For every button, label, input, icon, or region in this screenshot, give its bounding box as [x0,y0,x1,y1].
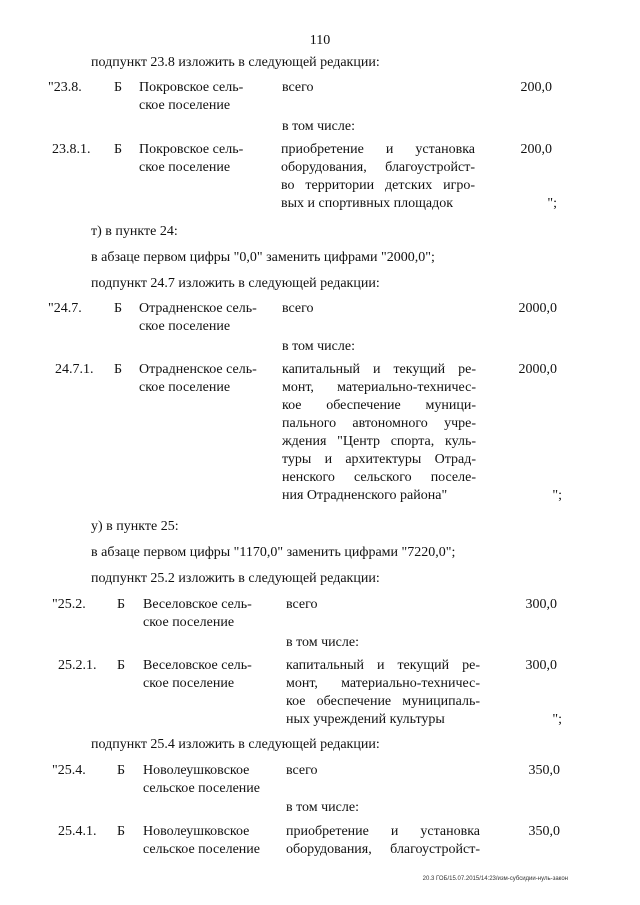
including-label: в том числе: [286,800,359,815]
row-name-line: Покровское сель- [139,142,244,157]
row-name-line: ское поселение [139,319,231,334]
desc-line: ных учреждений культуры [286,712,445,727]
desc-line: оборудования, благоустройст- [286,842,480,857]
row-amount: 200,0 [520,80,552,95]
row-category: Б [117,597,126,612]
row-category: Б [117,658,126,673]
desc-line: кое обеспечение муници- [282,398,476,413]
paragraph-23-8: подпункт 23.8 изложить в следующей редакции: [91,55,380,70]
row-category: Б [114,142,123,157]
row-amount: 350,0 [528,763,560,778]
paragraph-25-4: подпункт 25.4 изложить в следующей редакции: [91,737,380,752]
paragraph-replace-24: в абзаце первом цифры "0,0" заменить цифрами "2000,0"; [91,250,435,265]
row-amount: 300,0 [525,658,557,673]
row-name [139,361,279,397]
desc-line: вых и спортивных площадок [281,196,454,211]
row-name-line: ское поселение [143,615,235,630]
row-category: Б [114,362,123,377]
row-name-line: сельское поселение [143,781,260,796]
row-amount: 350,0 [528,824,560,839]
row-name [143,596,283,632]
row-number: 24.7.1. [55,362,94,377]
desc-line: приобретение и установка [281,142,475,157]
row-description [286,657,480,729]
row-name-line: ское поселение [139,160,231,175]
desc-line: капитальный и текущий ре- [286,658,480,673]
page-number: 110 [309,33,331,48]
row-description [281,141,475,213]
row-number: "23.8. [48,80,82,95]
paragraph-25-2: подпункт 25.2 изложить в следующей редакции: [91,571,380,586]
row-amount: 300,0 [525,597,557,612]
desc-line: ния Отрадненского района" [282,488,448,503]
row-amount: 2000,0 [518,362,557,377]
row-name-line: Веселовское сель- [143,597,252,612]
paragraph-replace-25: в абзаце первом цифры "1170,0" заменить цифрами "7220,0"; [91,545,456,560]
row-number: "25.4. [52,763,86,778]
row-name-line: Отрадненское сель- [139,301,257,316]
row-name-line: ское поселение [139,98,231,113]
desc-line: оборудования, благоустройст- [281,160,475,175]
row-description: всего [282,80,314,95]
row-number: "24.7. [48,301,82,316]
row-name [139,300,279,336]
desc-line: туры и архитектуры Отрад- [282,452,476,467]
row-name-line: ское поселение [139,380,231,395]
row-name-line: Покровское сель- [139,80,244,95]
including-label: в том числе: [286,635,359,650]
row-name-line: Отрадненское сель- [139,362,257,377]
row-name-line: ское поселение [143,676,235,691]
closing-quote: "; [552,488,562,503]
row-category: Б [114,301,123,316]
desc-line: приобретение и установка [286,824,480,839]
row-description [282,361,476,505]
row-number: 25.4.1. [58,824,97,839]
including-label: в том числе: [282,119,355,134]
row-amount: 2000,0 [518,301,557,316]
row-amount: 200,0 [520,142,552,157]
row-name [143,762,283,798]
row-category: Б [117,763,126,778]
closing-quote: "; [552,712,562,727]
desc-line: ненского сельского поселе- [282,470,476,485]
desc-line: во территории детских игро- [281,178,475,193]
desc-line: пального автономного учре- [282,416,476,431]
row-description: всего [286,597,318,612]
document-footer: 20.3 ГОБ/15.07.2015/14:23/изм-субсидии-нуль-закон [422,876,568,882]
row-category: Б [117,824,126,839]
row-name-line: сельское поселение [143,842,260,857]
row-description [286,823,480,859]
row-category: Б [114,80,123,95]
desc-line: кое обеспечение муниципаль- [286,694,480,709]
row-name [143,657,283,693]
row-name [139,79,279,115]
closing-quote: "; [547,196,557,211]
desc-line: ждения "Центр спорта, куль- [282,434,476,449]
row-name [139,141,279,177]
row-name-line: Новолеушковское [143,763,250,778]
row-description: всего [286,763,318,778]
desc-line: монт, материально-техничес- [286,676,480,691]
desc-line: монт, материально-техничес- [282,380,476,395]
desc-line: капитальный и текущий ре- [282,362,476,377]
paragraph-item-t: т) в пункте 24: [91,224,178,239]
including-label: в том числе: [282,339,355,354]
paragraph-item-u: у) в пункте 25: [91,519,179,534]
row-number: 25.2.1. [58,658,97,673]
row-number: 23.8.1. [52,142,91,157]
paragraph-24-7: подпункт 24.7 изложить в следующей редакции: [91,276,380,291]
row-number: "25.2. [52,597,86,612]
row-name [143,823,283,859]
row-name-line: Новолеушковское [143,824,250,839]
row-name-line: Веселовское сель- [143,658,252,673]
row-description: всего [282,301,314,316]
